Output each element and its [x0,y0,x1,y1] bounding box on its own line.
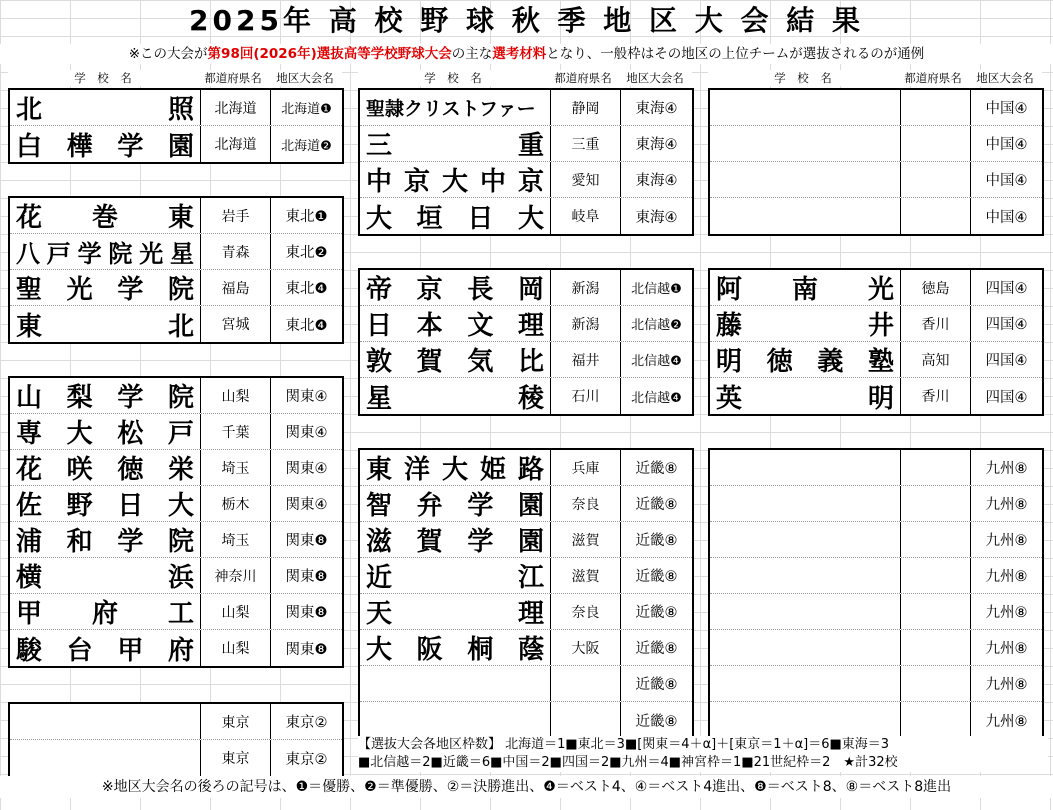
school-name: 駿 台 甲 府 [16,635,194,666]
district-result: 九州⑧ [970,450,1042,485]
school-name: 帝 京 長 岡 [366,275,544,305]
district-result: 四国④ [970,306,1042,341]
district-result: 九州⑧ [970,558,1042,593]
prefecture [900,630,970,665]
table-row [710,594,1042,630]
school-name [710,594,900,629]
prefecture: 静岡 [550,90,620,125]
school-name: 山 梨 学 院 [16,383,194,413]
school-name: 白 樺 学 園 [16,131,194,162]
prefecture: 香川 [900,306,970,341]
school-name: 花 咲 徳 栄 [16,455,194,485]
district-result: 近畿⑧ [620,594,692,629]
prefecture: 新潟 [550,270,620,305]
district-result: 中国④ [970,198,1042,234]
header-pref: 都道府県名 [904,71,962,85]
page-title: 2025年 高 校 野 球 秋 季 地 区 大 会 結 果 [189,4,864,37]
table-row [10,270,342,306]
district-result: 北信越❷ [620,306,692,341]
prefecture: 愛知 [550,162,620,197]
prefecture [900,126,970,161]
district-result: 近畿⑧ [620,702,692,738]
school-name: 滋 賀 学 園 [366,527,544,557]
table-row [360,522,692,558]
prefecture [900,666,970,701]
header-school: 学 校 名 [424,71,482,85]
school-name [710,126,900,161]
table-row [10,90,342,126]
district-result: 近畿⑧ [620,666,692,701]
prefecture: 山梨 [200,594,270,629]
result-group [358,88,694,236]
prefecture [900,486,970,521]
table-row [10,234,342,270]
district-result: 近畿⑧ [620,486,692,521]
school-name: 大 阪 桐 蔭 [366,635,544,665]
table-row [10,486,342,522]
prefecture [550,666,620,701]
prefecture [900,558,970,593]
district-result: 北信越❶ [620,270,692,305]
result-group [708,88,1044,236]
table-row [360,306,692,342]
prefecture: 三重 [550,126,620,161]
district-result: 北信越❹ [620,342,692,377]
prefecture [900,90,970,125]
result-group [8,376,344,668]
school-name [10,740,200,776]
district-result: 関東④ [270,450,342,485]
district-result: 九州⑧ [970,666,1042,701]
prefecture: 岐阜 [550,198,620,234]
school-name [360,666,550,701]
prefecture: 千葉 [200,414,270,449]
district-result: 東海④ [620,126,692,161]
prefecture: 埼玉 [200,522,270,557]
school-name: 東 洋 大 姫 路 [366,455,544,485]
table-row [710,90,1042,126]
prefecture: 徳島 [900,270,970,305]
result-group [358,268,694,416]
table-row [10,630,342,666]
prefecture: 宮城 [200,306,270,342]
table-row [710,270,1042,306]
table-row [10,740,342,776]
table-row [710,522,1042,558]
school-name [710,702,900,738]
school-name: 聖隷クリストファー [366,98,536,120]
school-name: 東 北 [16,311,194,342]
district-result: 東北❹ [270,270,342,305]
district-result: 関東④ [270,486,342,521]
table-row [10,522,342,558]
prefecture: 東京 [200,740,270,776]
header-school: 学 校 名 [74,71,132,85]
prefecture: 青森 [200,234,270,269]
prefecture: 栃木 [200,486,270,521]
subtitle-prefix: ※この大会が [128,46,208,62]
subtitle-highlight2: 選考材料 [492,46,547,62]
district-result: 東北❹ [270,306,342,342]
prefecture: 北海道 [200,90,270,125]
school-name: 藤 井 [716,311,894,341]
prefecture [900,594,970,629]
column-header-2 [358,70,692,86]
result-group [708,268,1044,416]
district-result: 中国④ [970,90,1042,125]
prefecture: 東京 [200,704,270,739]
prefecture: 奈良 [550,486,620,521]
subtitle-middle: の主な [451,46,493,62]
quota-note [358,736,1048,772]
school-name [710,486,900,521]
table-row [10,414,342,450]
table-row [710,450,1042,486]
table-row [360,162,692,198]
school-name: 天 理 [366,599,544,629]
school-name: 中 京 大 中 京 [366,167,544,197]
subtitle-highlight: 第98回(2026年)選抜高等学校野球大会 [207,46,452,62]
district-result: 中国④ [970,162,1042,197]
prefecture: 福島 [200,270,270,305]
district-result: 九州⑧ [970,594,1042,629]
district-result: 東京② [270,740,342,776]
header-pref: 都道府県名 [554,71,612,85]
column-header-1 [8,70,342,86]
school-name [710,666,900,701]
header-dist: 地区大会名 [276,71,334,85]
result-group [8,88,344,164]
header-school: 学 校 名 [774,71,832,85]
table-row [710,162,1042,198]
school-name: 近 江 [366,563,544,593]
prefecture: 石川 [550,378,620,414]
table-row [360,450,692,486]
table-row [360,342,692,378]
district-result: 近畿⑧ [620,558,692,593]
school-name: 智 弁 学 園 [366,491,544,521]
district-result: 関東❽ [270,594,342,629]
school-name: 星 稜 [366,383,544,414]
school-name: 浦 和 学 院 [16,527,194,557]
prefecture [900,450,970,485]
district-result: 近畿⑧ [620,630,692,665]
table-row [710,198,1042,234]
table-row [710,342,1042,378]
district-result: 東海④ [620,162,692,197]
prefecture: 新潟 [550,306,620,341]
table-row [10,126,342,162]
prefecture [900,162,970,197]
district-result: 東北❶ [270,198,342,233]
district-result: 中国④ [970,126,1042,161]
district-result: 近畿⑧ [620,522,692,557]
school-name [710,90,900,125]
table-row [360,702,692,738]
quota-note-line1: 【選抜大会各地区枠数】 北海道＝1■東北＝3■[関東＝4＋α]＋[東京＝1＋α]＝6■東海＝3 [358,737,890,752]
table-row [360,126,692,162]
result-group [708,448,1044,740]
prefecture [550,702,620,738]
district-result: 北海道❷ [270,126,342,162]
prefecture: 埼玉 [200,450,270,485]
district-result: 東京② [270,704,342,739]
school-name [710,522,900,557]
prefecture [900,522,970,557]
district-result: 九州⑧ [970,630,1042,665]
district-result: 四国④ [970,378,1042,414]
school-name: 敦 賀 気 比 [366,347,544,377]
school-name: 日 本 文 理 [366,311,544,341]
school-name: 三 重 [366,131,544,161]
table-row [710,486,1042,522]
district-result: 東海④ [620,90,692,125]
table-row [10,378,342,414]
school-name: 横 浜 [16,563,194,593]
school-name: 北 照 [16,95,194,125]
prefecture: 福井 [550,342,620,377]
result-group [358,448,694,740]
school-name [10,704,200,739]
district-result: 近畿⑧ [620,450,692,485]
table-row [10,704,342,740]
prefecture [900,198,970,234]
legend-note: ※地区大会名の後ろの記号は、❶＝優勝、❷＝準優勝、②＝決勝進出、❹＝ベスト4、④＝ベスト4進出、❽＝ベスト8、⑧＝ベスト8進出 [0,776,1053,798]
table-row [710,306,1042,342]
school-name: 聖 光 学 院 [16,275,194,305]
district-result: 四国④ [970,342,1042,377]
prefecture: 滋賀 [550,522,620,557]
subtitle [0,44,1053,64]
prefecture: 山梨 [200,630,270,666]
table-row [360,486,692,522]
table-row [360,90,692,126]
table-row [10,558,342,594]
district-result: 四国④ [970,270,1042,305]
table-row [10,306,342,342]
table-row [360,270,692,306]
table-row [360,198,692,234]
school-name: 専 大 松 戸 [16,419,194,449]
table-row [10,450,342,486]
prefecture: 山梨 [200,378,270,413]
school-name: 英 明 [716,383,894,414]
district-result: 九州⑧ [970,486,1042,521]
school-name: 明 徳 義 塾 [716,347,894,377]
prefecture: 北海道 [200,126,270,162]
prefecture: 神奈川 [200,558,270,593]
header-pref: 都道府県名 [204,71,262,85]
table-row [710,378,1042,414]
table-row [710,630,1042,666]
district-result: 東海④ [620,198,692,234]
result-group [8,196,344,344]
district-result: 東北❷ [270,234,342,269]
school-name: 佐 野 日 大 [16,491,194,521]
district-result: 関東④ [270,414,342,449]
header-dist: 地区大会名 [976,71,1034,85]
table-row [360,594,692,630]
header-dist: 地区大会名 [626,71,684,85]
table-row [360,378,692,414]
prefecture: 香川 [900,378,970,414]
subtitle-suffix: となり、一般枠はその地区の上位チームが選抜されるのが通例 [546,46,925,62]
table-row [360,630,692,666]
table-row [710,126,1042,162]
prefecture: 高知 [900,342,970,377]
school-name [710,558,900,593]
school-name: 大 垣 日 大 [366,203,544,234]
school-name [710,630,900,665]
table-row [360,666,692,702]
district-result: 関東❽ [270,522,342,557]
prefecture: 岩手 [200,198,270,233]
result-group [8,702,344,778]
school-name: 花 巻 東 [16,203,194,233]
prefecture: 滋賀 [550,558,620,593]
district-result: 北信越❹ [620,378,692,414]
district-result: 北海道❶ [270,90,342,125]
district-result: 関東④ [270,378,342,413]
table-row [710,666,1042,702]
district-result: 関東❽ [270,630,342,666]
school-name [710,450,900,485]
table-row [710,558,1042,594]
table-row [10,594,342,630]
school-name: 甲 府 工 [16,599,194,629]
district-result: 九州⑧ [970,522,1042,557]
column-header-3 [708,70,1042,86]
prefecture [900,702,970,738]
district-result: 関東❽ [270,558,342,593]
quota-note-line2: ■北信越＝2■近畿＝6■中国＝2■四国＝2■九州＝4■神宮枠＝1■21世紀枠＝2 ★計32校 [358,755,898,770]
table-row [710,702,1042,738]
school-name: 八 戸 学 院 光 星 [16,240,194,268]
prefecture: 大阪 [550,630,620,665]
school-name: 阿 南 光 [716,275,894,305]
district-result: 九州⑧ [970,702,1042,738]
school-name [710,198,900,234]
school-name [710,162,900,197]
prefecture: 兵庫 [550,450,620,485]
table-row [360,558,692,594]
prefecture: 奈良 [550,594,620,629]
table-row [10,198,342,234]
school-name [360,702,550,738]
